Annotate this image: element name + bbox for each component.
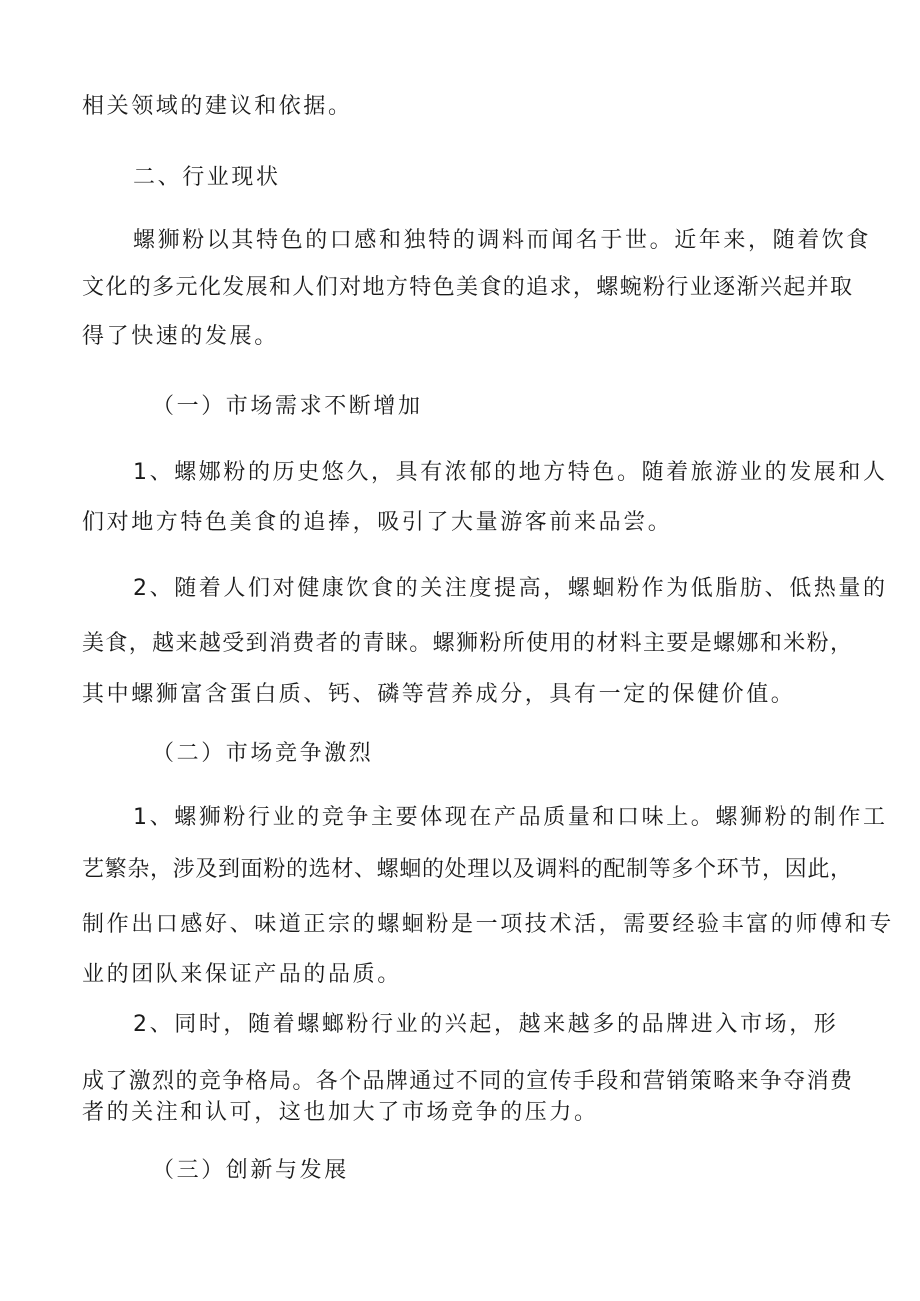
paragraph-line: 艺繁杂，涉及到面粉的选材、螺蛔的处理以及调料的配制等多个环节，因此，	[82, 857, 852, 882]
paragraph-line: 们对地方特色美食的追捧，吸引了大量游客前来品尝。	[82, 510, 673, 535]
paragraph-line: 其中螺狮富含蛋白质、钙、磷等营养成分，具有一定的保健价值。	[82, 682, 796, 707]
paragraph-line: 得了快速的发展。	[82, 324, 279, 349]
paragraph-line: 2、同时，随着螺螂粉行业的兴起，越来越多的品牌进入市场，形	[133, 1012, 839, 1037]
subsection-heading: （三）创新与发展	[152, 1158, 349, 1183]
paragraph-line: 螺狮粉以其特色的口感和独特的调料而闻名于世。近年来，随着饮食	[133, 228, 872, 253]
subsection-heading: （二）市场竞争激烈	[152, 741, 374, 766]
paragraph-line: 者的关注和认可，这也加大了市场竞争的压力。	[82, 1100, 599, 1125]
paragraph-line: 1、螺娜粉的历史悠久，具有浓郁的地方特色。随着旅游业的发展和人	[133, 460, 888, 485]
paragraph-line: 业的团队来保证产品的品质。	[82, 962, 402, 987]
paragraph-line: 美食，越来越受到消费者的青睐。螺狮粉所使用的材料主要是螺娜和米粉，	[82, 631, 852, 656]
paragraph-line: 相关领域的建议和依据。	[82, 94, 353, 119]
paragraph-line: 2、随着人们对健康饮食的关注度提高，螺蛔粉作为低脂肪、低热量的	[133, 576, 888, 601]
section-heading: 二、行业现状	[133, 165, 281, 190]
subsection-heading: （一）市场需求不断增加	[152, 394, 423, 419]
paragraph-line: 制作出口感好、味道正宗的螺蛔粉是一项技术活，需要经验丰富的师傅和专	[82, 912, 894, 937]
paragraph-line: 成了激烈的竞争格局。各个品牌通过不同的宣传手段和营销策略来争夺消费	[82, 1069, 852, 1094]
paragraph-line: 文化的多元化发展和人们对地方特色美食的追求，螺蜿粉行业逐渐兴起并取	[82, 275, 852, 300]
paragraph-line: 1、螺狮粉行业的竞争主要体现在产品质量和口味上。螺狮粉的制作工	[133, 805, 888, 830]
